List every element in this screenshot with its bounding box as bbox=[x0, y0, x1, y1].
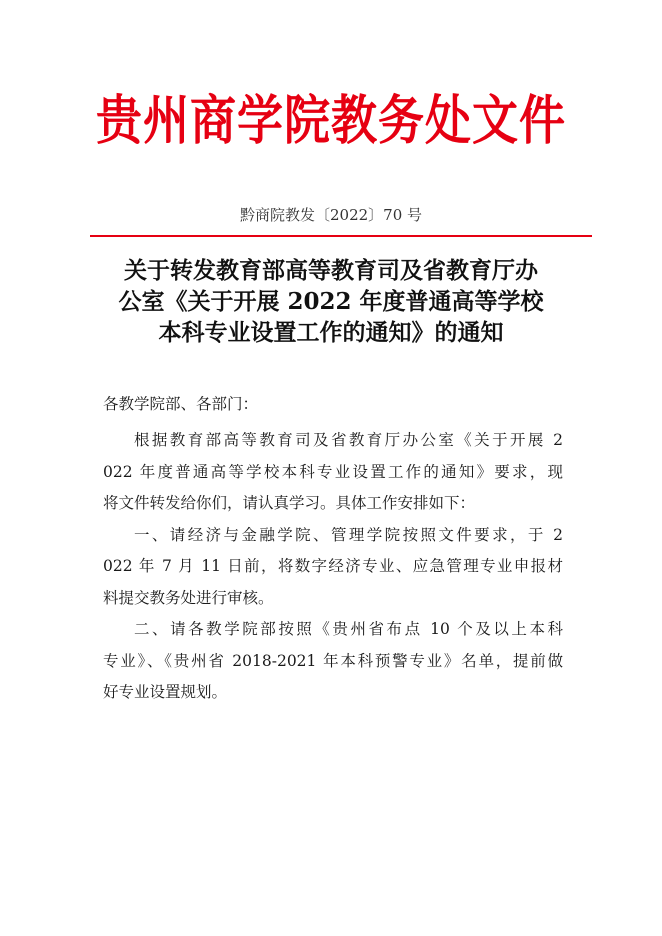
paragraph-3-line-2: 专业》、《贵州省 2018-2021 年本科预警专业》名单，提前做 bbox=[103, 651, 563, 670]
document-header-title: 贵州商学院教务处文件 bbox=[96, 88, 566, 152]
paragraph-2-line-2: 022 年 7 月 11 日前，将数字经济专业、应急管理专业申报材 bbox=[103, 557, 563, 575]
paragraph-3-line-1: 二、请各教学院部按照《贵州省布点 10 个及以上本科 bbox=[134, 620, 563, 638]
paragraph-2-line-1: 一、请经济与金融学院、管理学院按照文件要求，于 2 bbox=[134, 525, 563, 544]
document-number: 黔商院教发〔2022〕70 号 bbox=[239, 206, 423, 224]
paragraph-1-line-1: 根据教育部高等教育司及省教育厅办公室《关于开展 2 bbox=[134, 431, 563, 449]
paragraph-1-line-3: 将文件转发给你们，请认真学习。具体工作安排如下： bbox=[103, 494, 476, 512]
red-divider-line bbox=[90, 235, 592, 237]
paragraph-2-line-3: 料提交教务处进行审核。 bbox=[103, 588, 274, 607]
paragraph-1-line-2: 022 年度普通高等学校本科专业设置工作的通知》要求，现 bbox=[103, 462, 563, 481]
paragraph-3-line-3: 好专业设置规划。 bbox=[103, 683, 228, 701]
salutation: 各教学院部、各部门： bbox=[103, 395, 259, 413]
title-line: 公室《关于开展 2022 年度普通高等学校 bbox=[118, 288, 544, 315]
document-body bbox=[103, 425, 563, 709]
title-line: 本科专业设置工作的通知》的通知 bbox=[158, 319, 504, 346]
document-title bbox=[90, 255, 572, 348]
title-line: 关于转发教育部高等教育司及省教育厅办 bbox=[124, 257, 538, 284]
